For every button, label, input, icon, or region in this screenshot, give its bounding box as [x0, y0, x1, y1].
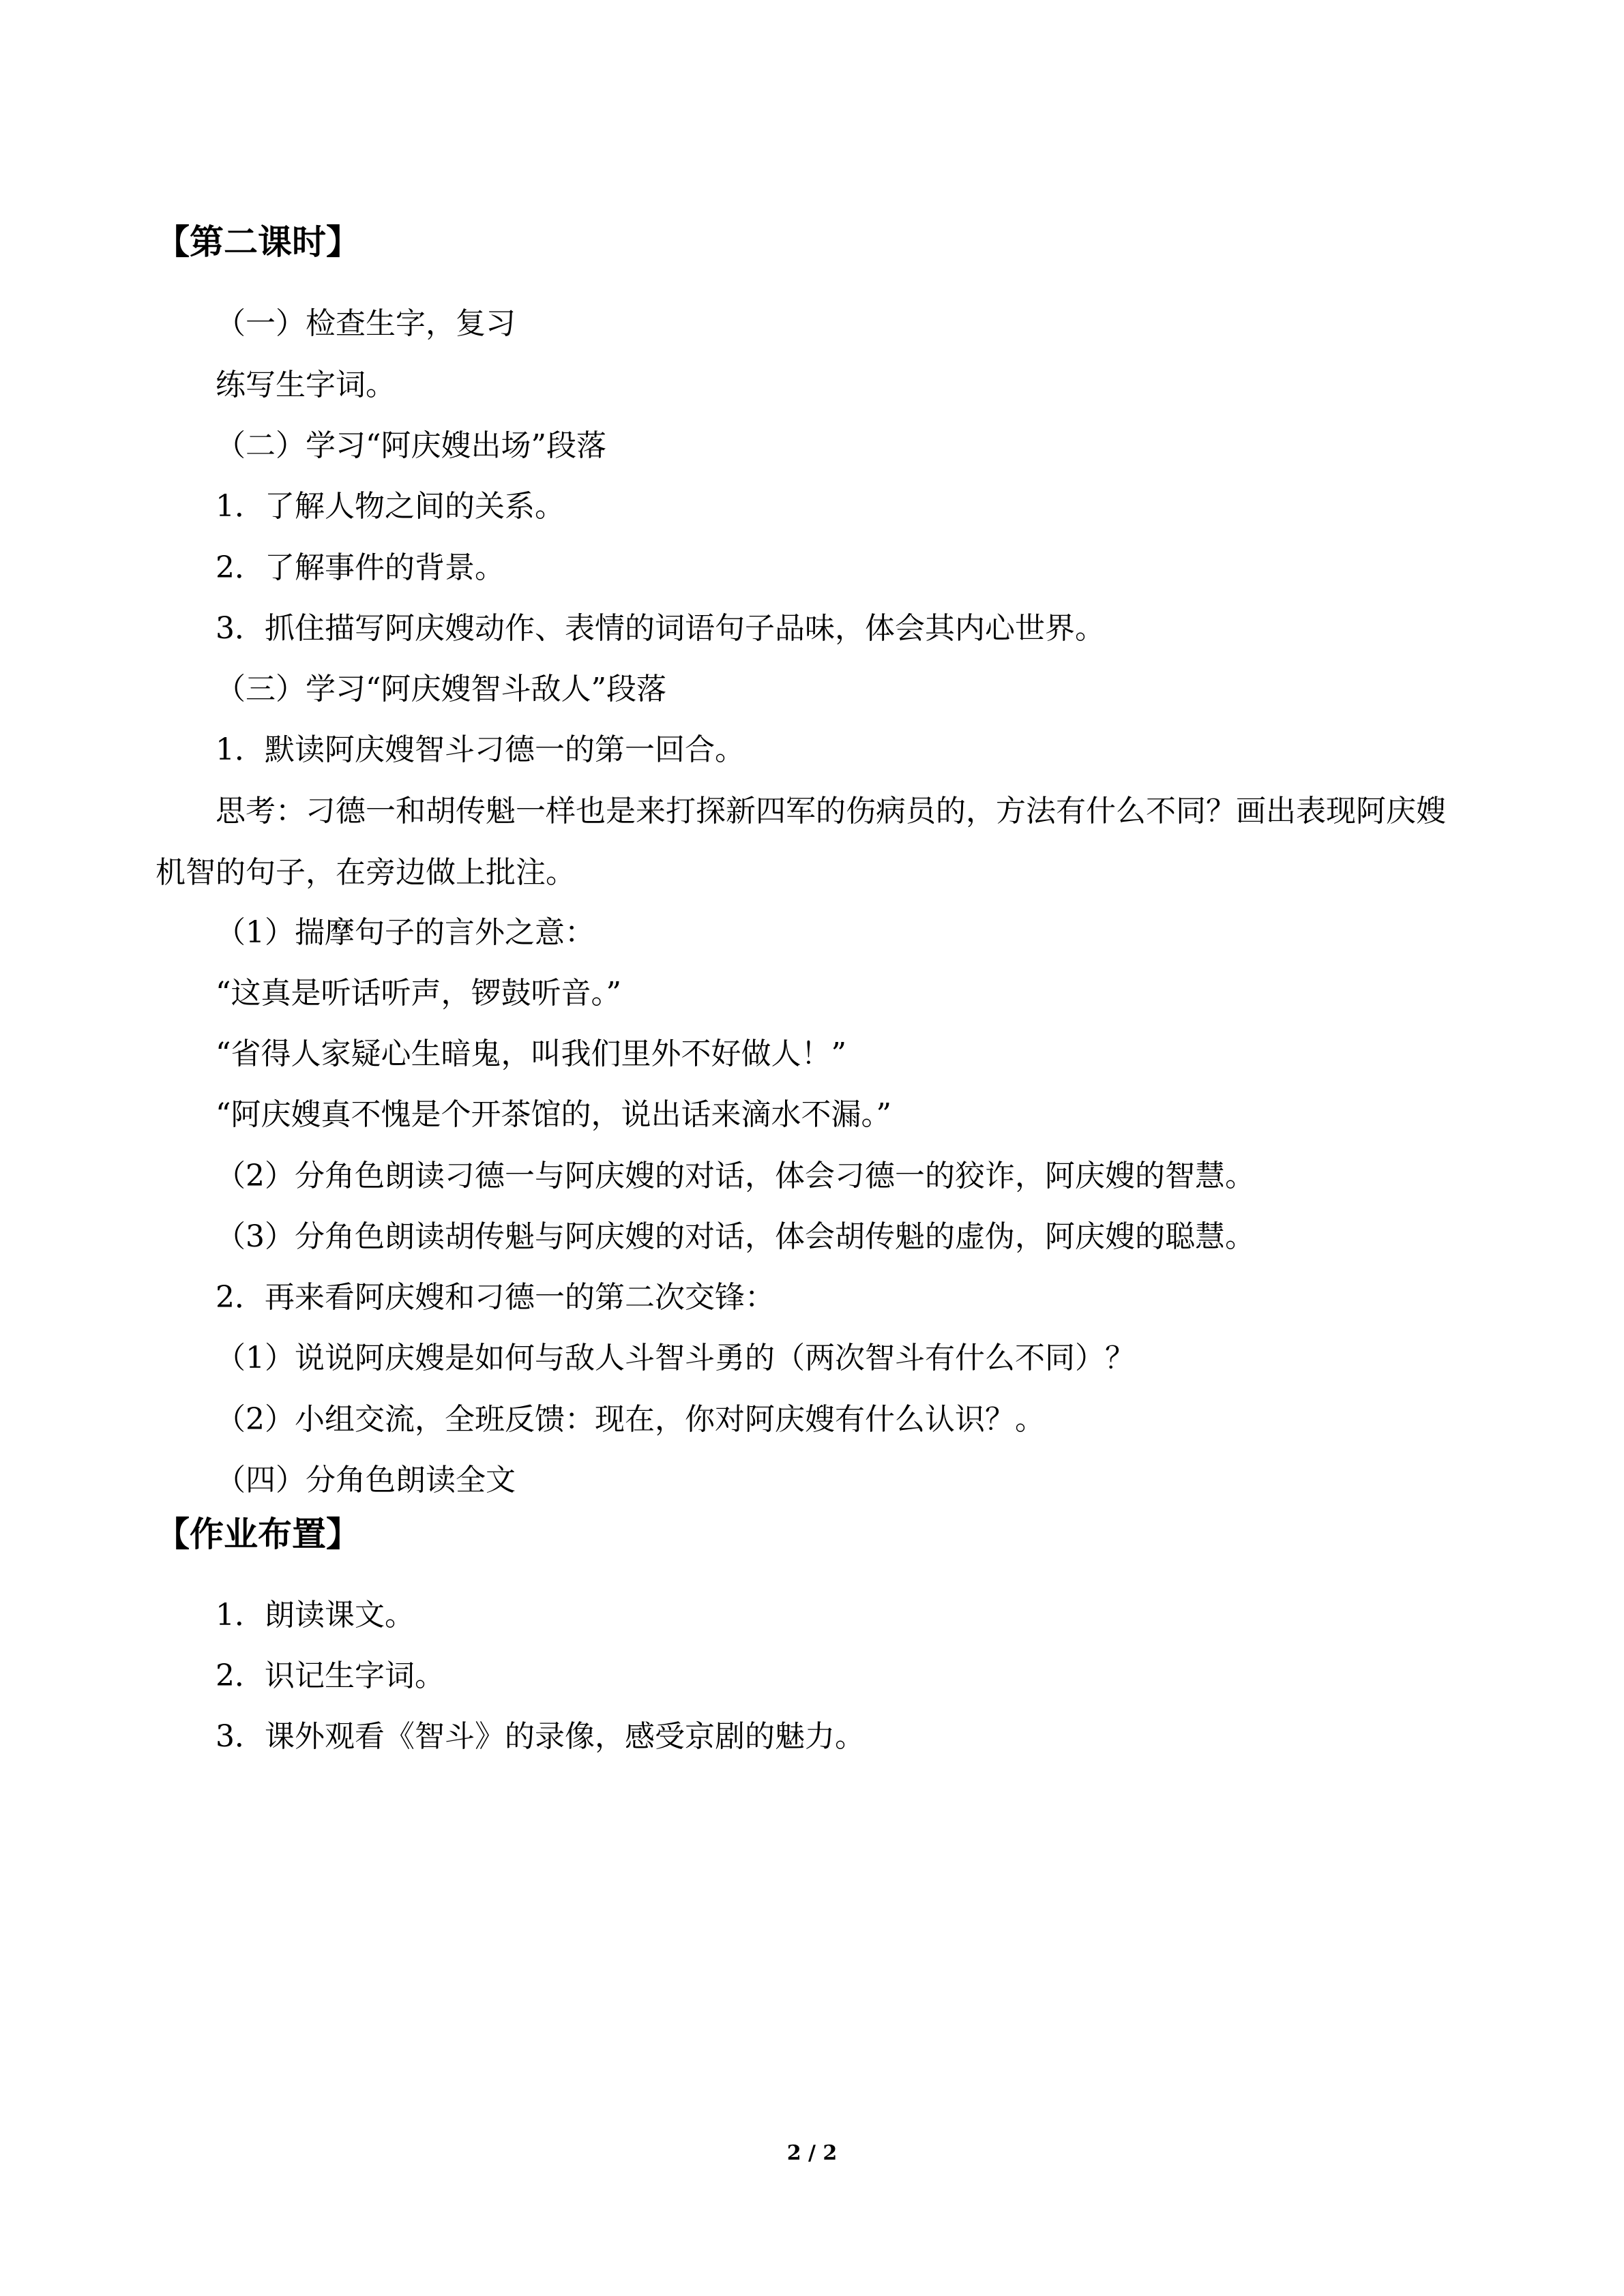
- lesson-two-heading: 【第二课时】: [156, 222, 360, 262]
- section-two-title: （二）学习“阿庆嫂出场”段落: [216, 428, 606, 463]
- homework-heading: 【作业布置】: [156, 1515, 360, 1554]
- homework-item: 1．朗读课文。: [216, 1598, 415, 1632]
- page-number: 2 / 2: [786, 2141, 838, 2165]
- list-item: 1．默读阿庆嫂智斗刁德一的第一回合。: [216, 732, 745, 767]
- list-item: 3．抓住描写阿庆嫂动作、表情的词语句子品味，体会其内心世界。: [216, 611, 1105, 646]
- section-four-title: （四）分角色朗读全文: [216, 1463, 516, 1497]
- list-item: （1）说说阿庆嫂是如何与敌人斗智斗勇的（两次智斗有什么不同）？: [216, 1341, 1135, 1375]
- list-item: 2．了解事件的背景。: [216, 550, 505, 585]
- list-item: （1）揣摩句子的言外之意：: [216, 915, 595, 950]
- list-item: （3）分角色朗读胡传魁与阿庆嫂的对话，体会胡传魁的虚伪，阿庆嫂的聪慧。: [216, 1219, 1255, 1254]
- homework-item: 3．课外观看《智斗》的录像，感受京剧的魅力。: [216, 1719, 865, 1754]
- list-item: （2）小组交流，全班反馈：现在，你对阿庆嫂有什么认识？。: [216, 1402, 1045, 1437]
- quote-line: “阿庆嫂真不愧是个开茶馆的，说出话来滴水不漏。”: [216, 1097, 891, 1132]
- section-three-title: （三）学习“阿庆嫂智斗敌人”段落: [216, 672, 666, 706]
- quote-line: “省得人家疑心生暗鬼，叫我们里外不好做人！”: [216, 1037, 846, 1071]
- list-item: 2．再来看阿庆嫂和刁德一的第二次交锋：: [216, 1280, 775, 1315]
- list-item: 1．了解人物之间的关系。: [216, 489, 565, 524]
- paragraph-text: 练写生字词。: [216, 368, 396, 402]
- list-item: （2）分角色朗读刁德一与阿庆嫂的对话，体会刁德一的狡诈，阿庆嫂的智慧。: [216, 1159, 1255, 1193]
- quote-line: “这真是听话听声，锣鼓听音。”: [216, 976, 621, 1011]
- thinking-paragraph: 思考：刁德一和胡传魁一样也是来打探新四军的伤病员的，方法有什么不同？画出表现阿庆嫂机智的句子，在旁边做上批注。: [156, 794, 1446, 890]
- homework-item: 2．识记生字词。: [216, 1658, 445, 1693]
- section-one-title: （一）检查生字，复习: [216, 306, 516, 341]
